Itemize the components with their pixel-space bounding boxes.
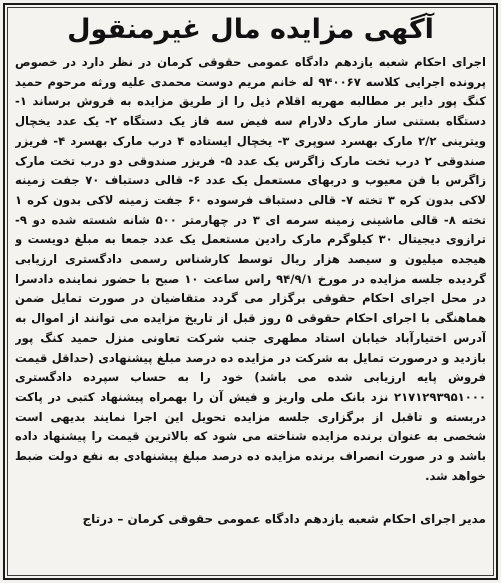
notice-signature: مدیر اجرای احکام شعبه یازدهم دادگاه عمومی حقوقی کرمان – درتاج	[82, 512, 486, 526]
notice-body: اجرای احکام شعبه یازدهم دادگاه عمومی حقوقی کرمان در نظر دارد در خصوص پرونده اجرایی کلاسه ۹۴۰۰۶۷ له خانم مریم دوست محمدی علیه ورثه مرحوم حمید کنگ پور دایر بر مطالبه مهریه اقلام ذیل را از طریق مزایده به فروش برساند ۱- دستگاه بستنی ساز مارک دلارام سه فیض سه فاز یک دستگاه ۲- یک عدد یخچال ویترینی ۲/۲ مارک بهسرد سوپری ۳- یخچال ایستاده ۴ درب مارک بهسرد ۴- فریزر صندوقی ۲ درب تخت مارک زاگرس یک عدد ۵- فریزر صندوقی دو درب تخت مارک زاگرس با فن معیوب و دربهای مستعمل یک عدد ۶- قالی دستباف ۷۰ جفت زمینه لاکی بدون کره ۳ تخته ۷- قالی دستباف فرسوده ۶۰ جفت زمینه لاکی بدون کره ۱ تخته ۸- قالی ماشینی زمینه سرمه ای ۳ در چهارمتر ۵۰۰ شانه شسته شده دو ۹- ترازوی دیجیتال ۳۰ کیلوگرم مارک رادین مستعمل یک عدد جمعا به مبلغ دویست و هیجده میلیون و سیصد هزار ریال توسط کارشناس رسمی دادگستری ارزیابی گردیده جلسه مزایده در مورخ ۹۴/۹/۱ راس ساعت ۱۰ صبح با حضور نماینده دادسرا در محل اجرای احکام حقوقی برگزار می گردد متقاضیان در صورت تمایل ضمن هماهنگی با اجرای احکام حقوقی ۵ روز قبل از تاریخ مزایده می توانند از اموال به آدرس اختیارآباد خیابان استاد مطهری جنب شرکت تعاونی منزل حمید کنگ پور بازدید و درصورت تمایل به شرکت در مزایده ده درصد مبلغ پیشنهادی (حداقل قیمت فروش پایه ارزیابی شده می باشد) خود را به حساب سپرده دادگستری ۲۱۷۱۲۹۳۹۵۱۰۰۰ نزد بانک ملی واریز و فیش آن را بهمراه پیشنهاد کتبی در پاکت دربسته و تاقبل از برگزاری جلسه مزایده تحویل این اجرا نمایند بدیهی است شخصی به عنوان برنده مزایده شناخته می شود که بالاترین قیمت را پیشنهاد داده باشد و در صورت انصراف برنده مزایده ده درصد مبلغ پیشنهادی به نفع دولت ضبط خواهد شد.	[15, 55, 486, 483]
notice-frame	[3, 3, 498, 580]
notice-title: آگهی مزایده مال غیرمنقول	[67, 14, 434, 45]
